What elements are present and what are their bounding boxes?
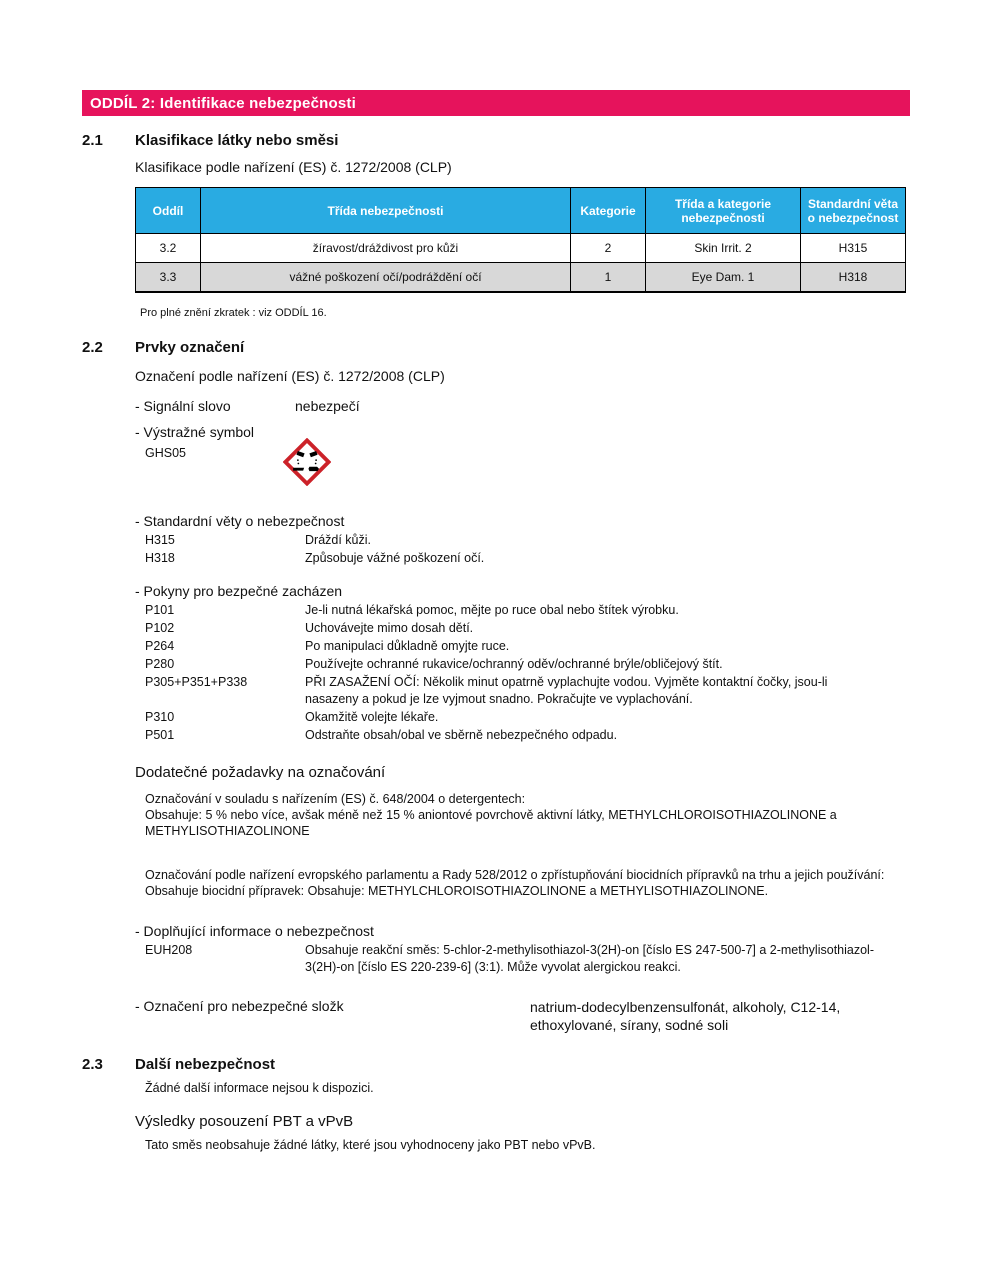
statement-code: P501 — [145, 728, 175, 742]
pbt-vpvb-heading: Výsledky posouzení PBT a vPvB — [135, 1113, 354, 1130]
supplemental-statement — [145, 942, 910, 976]
cell-statement: H315 — [801, 234, 906, 263]
cell-statement: H318 — [801, 263, 906, 293]
warning-symbol-row — [135, 424, 910, 440]
col-header-class-category: Třída a kategorie nebezpečnosti — [646, 188, 801, 234]
statement-text: Způsobuje vážné poškození očí. — [305, 551, 485, 565]
section-title: Prvky označení — [135, 339, 245, 356]
detergent-regulation-paragraph — [145, 791, 910, 839]
statement-code: P280 — [145, 657, 175, 671]
precautionary-statement — [145, 602, 910, 619]
table-header-row — [136, 188, 906, 234]
statement-code: P310 — [145, 710, 175, 724]
statement-text: Okamžitě volejte lékaře. — [305, 710, 439, 724]
abbreviations-footnote: Pro plné znění zkratek : viz ODDÍL 16. — [140, 307, 327, 319]
section-title: Klasifikace látky nebo směsi — [135, 132, 339, 149]
cell-hazard-class: vážné poškození očí/podráždění očí — [201, 263, 571, 293]
signal-word-value: nebezpečí — [295, 398, 360, 414]
classification-table — [135, 187, 906, 293]
table-row — [136, 263, 906, 293]
biocide-line2: Obsahuje biocidní přípravek: Obsahuje: METHYLCHLOROISOTHIAZOLINONE a METHYLISOTHIAZOLINONE. — [145, 884, 769, 898]
precautionary-statement — [145, 638, 910, 655]
precautionary-statement — [145, 674, 910, 708]
col-header-hazard-class: Třída nebezpečnosti — [201, 188, 571, 234]
statement-text: Je-li nutná lékařská pomoc, mějte po ruce obal nebo štítek výrobku. — [305, 603, 679, 617]
precautionary-statement — [145, 620, 910, 637]
cell-category: 2 — [571, 234, 646, 263]
additional-labelling-heading: Dodatečné požadavky na označování — [135, 764, 386, 781]
statement-code: H315 — [145, 533, 175, 547]
classification-subtitle: Klasifikace podle nařízení (ES) č. 1272/2008 (CLP) — [135, 159, 452, 175]
statement-code: H318 — [145, 551, 175, 565]
hazardous-components-row — [135, 998, 910, 1034]
hazardous-components-value: natrium-dodecylbenzensulfonát, alkoholy, C12-14, ethoxylované, sírany, sodné soli — [530, 999, 841, 1033]
detergent-line1: Označování v souladu s nařízením (ES) č. 648/2004 o detergentech: — [145, 792, 526, 806]
statement-text: PŘI ZASAŽENÍ OČÍ: Několik minut opatrně vyplachujte vodou. Vyjměte kontaktní čočky, jsou-li nasazeny a pokud je lze vyjmout snadno. Pokračujte ve vyplachování. — [305, 675, 828, 706]
hazardous-components-label: - Označení pro nebezpečné složk — [135, 998, 344, 1014]
table-row — [136, 234, 906, 263]
detergent-line2: Obsahuje: 5 % nebo více, avšak méně než 15 % aniontové povrchově aktivní látky, METHYLCHLOROISOTHIAZOLINONE a METHYLISOTHIAZOLINONE — [145, 808, 837, 838]
section-title: Další nebezpečnost — [135, 1056, 276, 1073]
pbt-vpvb-text: Tato směs neobsahuje žádné látky, které jsou vyhodnoceny jako PBT nebo vPvB. — [145, 1138, 596, 1152]
statement-code: EUH208 — [145, 943, 193, 957]
section-2-1-heading — [82, 132, 910, 149]
statement-code: P101 — [145, 603, 175, 617]
signal-word-row — [135, 398, 910, 414]
hazard-statement — [145, 532, 910, 549]
precautionary-statement — [145, 727, 910, 744]
hazard-statement — [145, 550, 910, 567]
cell-category: 1 — [571, 263, 646, 293]
section-number: 2.1 — [82, 132, 103, 149]
cell-section: 3.2 — [136, 234, 201, 263]
statement-text: Používejte ochranné rukavice/ochranný oděv/ochranné brýle/obličejový štít. — [305, 657, 723, 671]
statement-code: P305+P351+P338 — [145, 675, 248, 689]
signal-word-label: - Signální slovo — [135, 398, 231, 414]
ghs-code: GHS05 — [145, 446, 186, 460]
statement-code: P264 — [145, 639, 175, 653]
labelling-subtitle: Označení podle nařízení (ES) č. 1272/2008 (CLP) — [135, 368, 445, 384]
supplemental-info-label: - Doplňující informace o nebezpečnost — [135, 923, 374, 939]
ghs05-corrosion-icon — [283, 438, 331, 491]
precautionary-statement — [145, 709, 910, 726]
cell-class-category: Skin Irrit. 2 — [646, 234, 801, 263]
section-2-2-heading — [82, 339, 910, 356]
section-banner: ODDÍL 2: Identifikace nebezpečnosti — [82, 90, 910, 116]
supplemental-statements-list — [145, 942, 910, 976]
cell-hazard-class: žíravost/dráždivost pro kůži — [201, 234, 571, 263]
other-hazards-text: Žádné další informace nejsou k dispozici. — [145, 1081, 374, 1095]
col-header-section: Oddíl — [136, 188, 201, 234]
hazard-statements-list — [145, 532, 910, 567]
statement-text: Obsahuje reakční směs: 5-chlor-2-methylisothiazol-3(2H)-on [číslo ES 247-500-7] a 2-methylisothiazol-3(2H)-on [číslo ES 220-239-6] (3:1). Může vyvolat alergickou reakci. — [305, 943, 874, 974]
col-header-category: Kategorie — [571, 188, 646, 234]
statement-text: Odstraňte obsah/obal ve sběrně nebezpečného odpadu. — [305, 728, 618, 742]
statement-text: Uchovávejte mimo dosah dětí. — [305, 621, 474, 635]
precautionary-statement — [145, 656, 910, 673]
statement-text: Dráždí kůži. — [305, 533, 371, 547]
biocide-line1: Označování podle nařízení evropského parlamentu a Rady 528/2012 o zpřístupňování biocidních přípravků na trhu a jejich používání: — [145, 868, 885, 882]
section-2-3-heading — [82, 1056, 910, 1073]
ghs-pictogram-row — [145, 444, 910, 491]
biocide-regulation-paragraph — [145, 867, 910, 899]
precautionary-statements-list — [145, 602, 910, 744]
cell-class-category: Eye Dam. 1 — [646, 263, 801, 293]
warning-symbol-label: - Výstražné symbol — [135, 424, 255, 440]
statement-text: Po manipulaci důkladně omyjte ruce. — [305, 639, 510, 653]
statement-code: P102 — [145, 621, 175, 635]
col-header-statement: Standardní věta o nebezpečnost — [801, 188, 906, 234]
hazard-statements-label: - Standardní věty o nebezpečnost — [135, 513, 345, 529]
section-number: 2.2 — [82, 339, 103, 356]
cell-section: 3.3 — [136, 263, 201, 293]
section-number: 2.3 — [82, 1056, 103, 1073]
precautionary-statements-label: - Pokyny pro bezpečné zacházen — [135, 583, 343, 599]
